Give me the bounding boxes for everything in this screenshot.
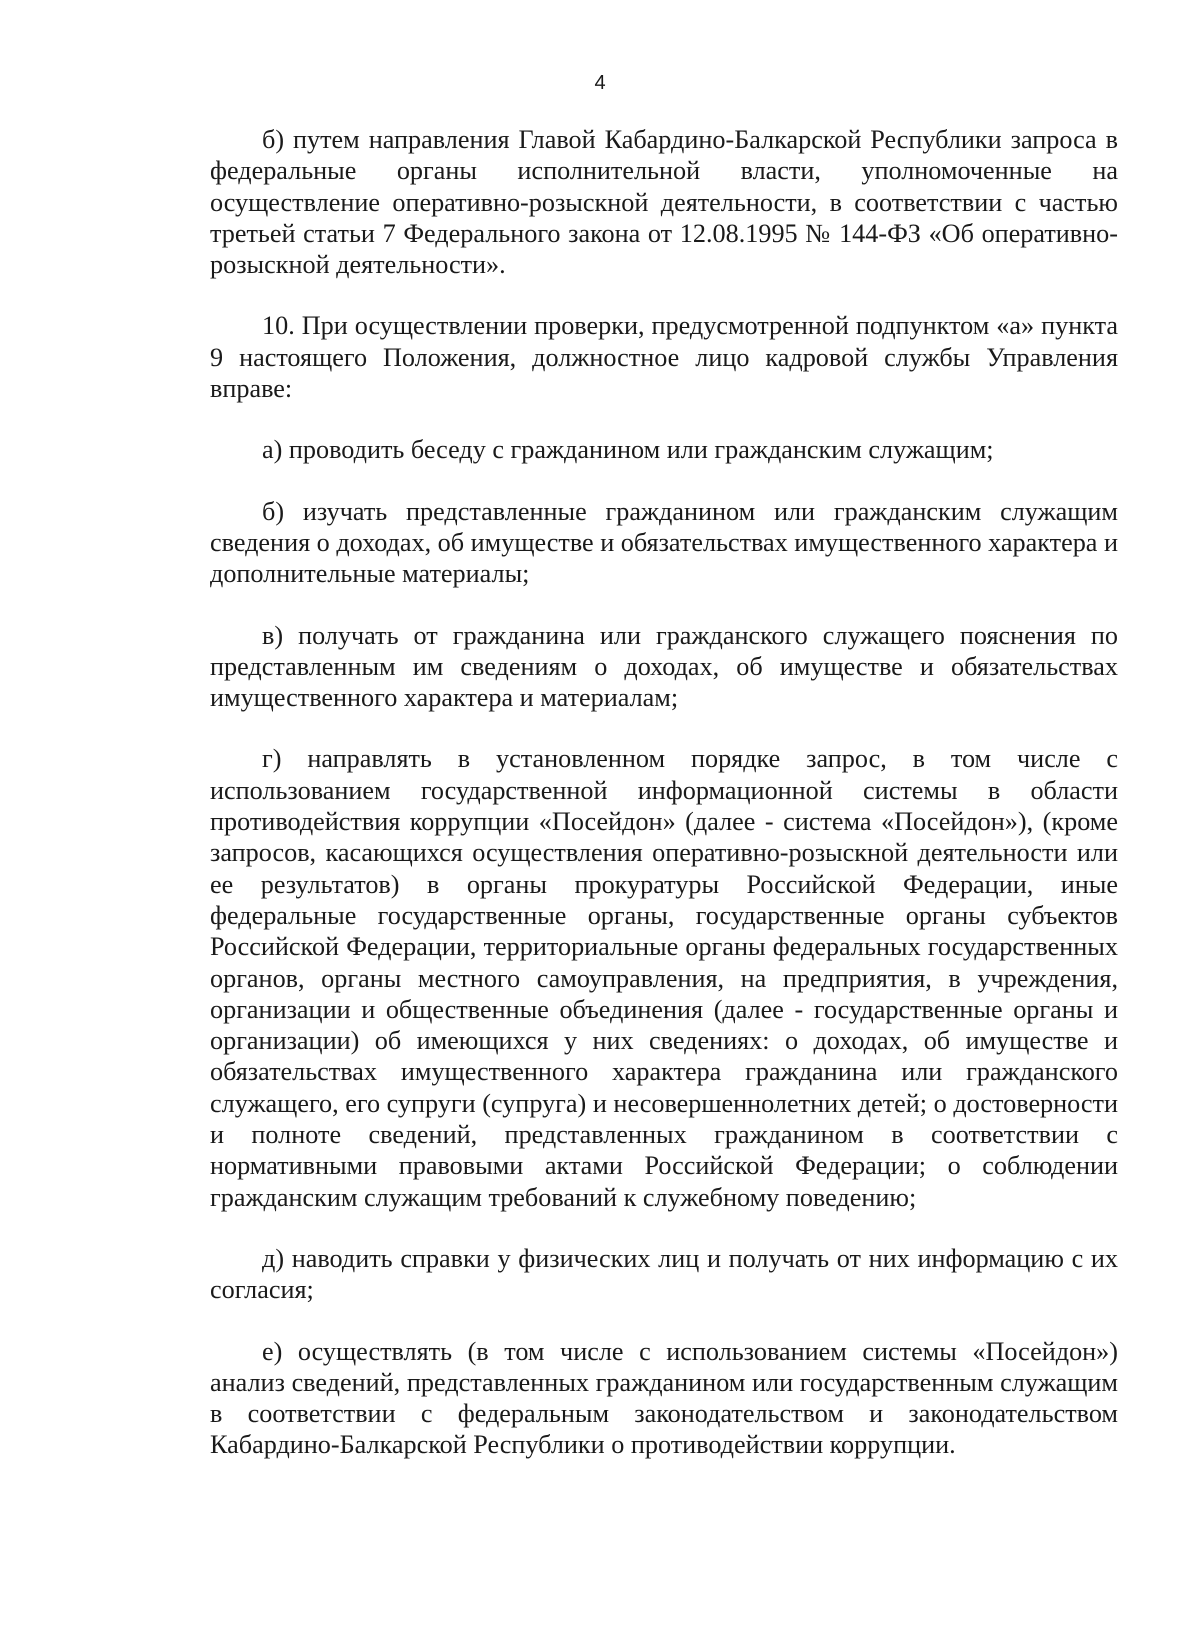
- paragraph-10e: е) осуществлять (в том числе с использованием системы «Посейдон») анализ сведений, представленных гражданином или государственным служащим в соответствии с федеральным законодательством и законодательством Кабардино-Балкарской Республики о противодействии коррупции.: [210, 1336, 1118, 1460]
- document-body: [210, 124, 1118, 1491]
- page-number: 4: [594, 72, 606, 94]
- paragraph-10g: г) направлять в установленном порядке запрос, в том числе с использованием государственной информационной системы в области противодействия коррупции «Посейдон» (далее - система «Посейдон»), (кроме запросов, касающихся осуществления оперативно-розыскной деятельности или ее результатов) в органы прокуратуры Российской Федерации, иные федеральные государственные органы, государственные органы субъектов Российской Федерации, территориальные органы федеральных государственных органов, органы местного самоуправления, на предприятия, в учреждения, организации и общественные объединения (далее - государственные органы и организации) об имеющихся у них сведениях: о доходах, об имуществе и обязательствах имущественного характера гражданина или гражданского служащего, его супруги (супруга) и несовершеннолетних детей; о достоверности и полноте сведений, представленных гражданином в соответствии с нормативными правовыми актами Российской Федерации; о соблюдении гражданским служащим требований к служебному поведению;: [210, 744, 1118, 1212]
- paragraph-10b: б) изучать представленные гражданином или гражданским служащим сведения о доходах, об имуществе и обязательствах имущественного характера и дополнительные материалы;: [210, 496, 1118, 589]
- paragraph-10v: в) получать от гражданина или гражданского служащего пояснения по представленным им сведениям о доходах, об имуществе и обязательствах имущественного характера и материалам;: [210, 620, 1118, 713]
- paragraph-10a: а) проводить беседу с гражданином или гражданским служащим;: [262, 435, 994, 465]
- paragraph-10d: д) наводить справки у физических лиц и получать от них информацию с их согласия;: [210, 1243, 1118, 1305]
- paragraph-10: 10. При осуществлении проверки, предусмотренной подпунктом «а» пункта 9 настоящего Положения, должностное лицо кадровой службы Управления вправе:: [210, 311, 1118, 404]
- paragraph-9b: б) путем направления Главой Кабардино-Балкарской Республики запроса в федеральные органы исполнительной власти, уполномоченные на осуществление оперативно-розыскной деятельности, в соответствии с частью третьей статьи 7 Федерального закона от 12.08.1995 № 144-ФЗ «Об оперативно-розыскной деятельности».: [210, 125, 1118, 280]
